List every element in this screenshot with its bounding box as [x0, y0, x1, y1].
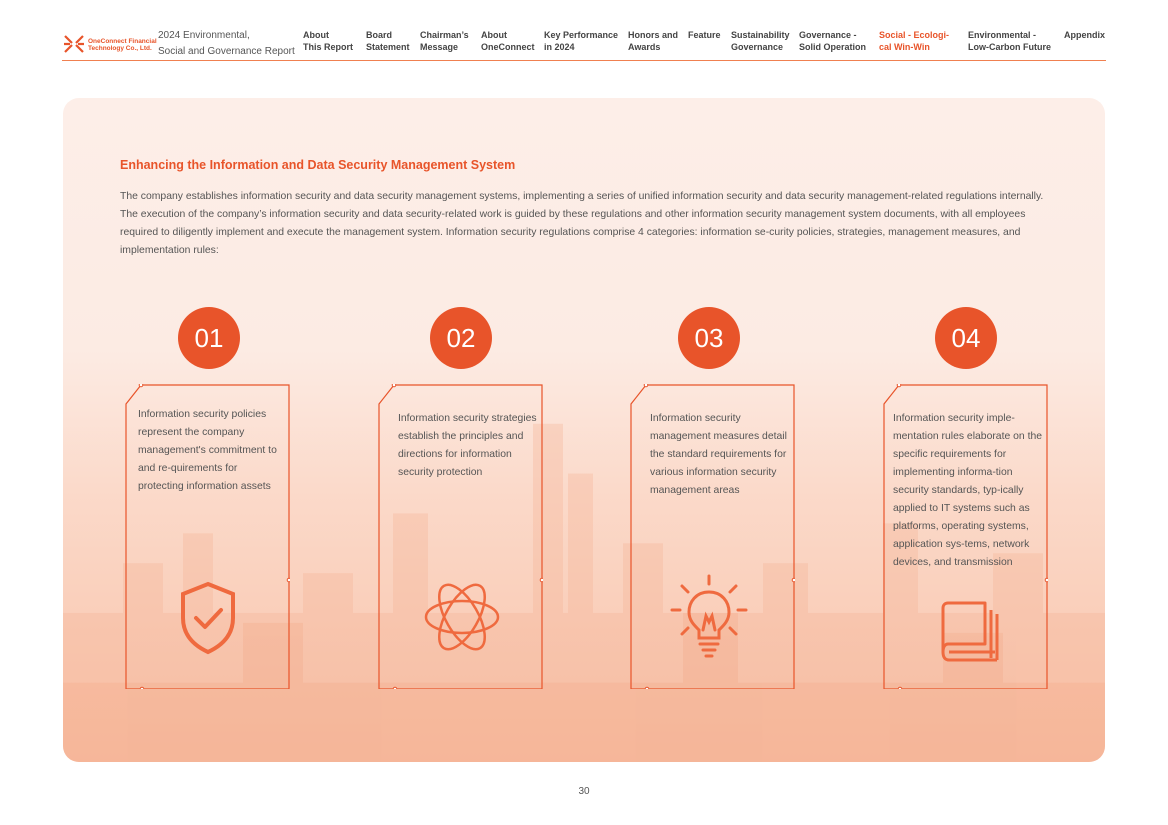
- card-number-04: 04: [935, 307, 997, 369]
- book-icon: [939, 600, 1001, 666]
- card-number-03: 03: [678, 307, 740, 369]
- nav-appendix[interactable]: Appendix: [1064, 30, 1106, 40]
- logo-mark-icon: [62, 32, 86, 56]
- lightbulb-icon: [668, 572, 750, 664]
- report-title: 2024 Environmental, Social and Governance Report: [158, 30, 295, 57]
- page-number: 30: [578, 786, 590, 797]
- card-text: Information security strategies establish the principles and directions for information security protection: [398, 413, 537, 478]
- card-measures: [630, 384, 795, 689]
- nav-about-report[interactable]: About This Report: [303, 30, 354, 52]
- card-policies: [125, 384, 290, 689]
- atom-icon: [422, 576, 502, 658]
- nav-governance[interactable]: Governance - Solid Operation: [799, 30, 867, 52]
- nav-social[interactable]: Social - Ecologi- cal Win-Win: [879, 30, 950, 52]
- nav-about-oneconnect[interactable]: About OneConnect: [481, 30, 535, 52]
- company-logo[interactable]: [62, 32, 157, 58]
- nav-key-performance[interactable]: Key Performance in 2024: [544, 30, 619, 52]
- intro-paragraph: The company establishes information security and data security management systems, implementing a series of unified information security and data security management-related regulations internally. The execution of the company’s information security and data security-related work is guided by these regulations and other information security management system documents, with all employees required to diligently implement and execute the management system. Information security regulations comprise 4 categories: information se-curity policies, strategies, management measures, and implementation rules:: [120, 191, 1044, 256]
- card-text: Information security imple-mentation rules elaborate on the specific requirements for implementing informa-tion security standards, typ-ically applied to IT systems such as platforms, operating systems, application sys-tems, network devices, and transmission: [893, 413, 1043, 568]
- card-number-02: 02: [430, 307, 492, 369]
- shield-check-icon: [177, 580, 239, 656]
- nav-environmental[interactable]: Environmental - Low-Carbon Future: [968, 30, 1051, 52]
- card-implementation-rules: [883, 384, 1048, 689]
- content-panel: [63, 98, 1105, 762]
- nav-board-statement[interactable]: Board Statement: [366, 30, 410, 52]
- logo-text: OneConnect Financial Technology Co., Ltd.: [88, 38, 157, 52]
- nav-sustainability-governance[interactable]: Sustainability Governance: [731, 30, 790, 52]
- card-text: Information security management measures detail the standard requirements for various information security management areas: [650, 413, 787, 496]
- card-text: Information security policies represent the company management's commitment to and re-quirements for protecting information assets: [138, 409, 277, 492]
- card-strategies: [378, 384, 543, 689]
- page-header: [62, 26, 1106, 61]
- section-title: Enhancing the Information and Data Security Management System: [120, 158, 516, 172]
- nav-chairman-message[interactable]: Chairman’s Message: [420, 30, 469, 52]
- nav-honors-awards[interactable]: Honors and Awards: [628, 30, 679, 52]
- nav-feature[interactable]: Feature: [688, 30, 721, 40]
- card-number-01: 01: [178, 307, 240, 369]
